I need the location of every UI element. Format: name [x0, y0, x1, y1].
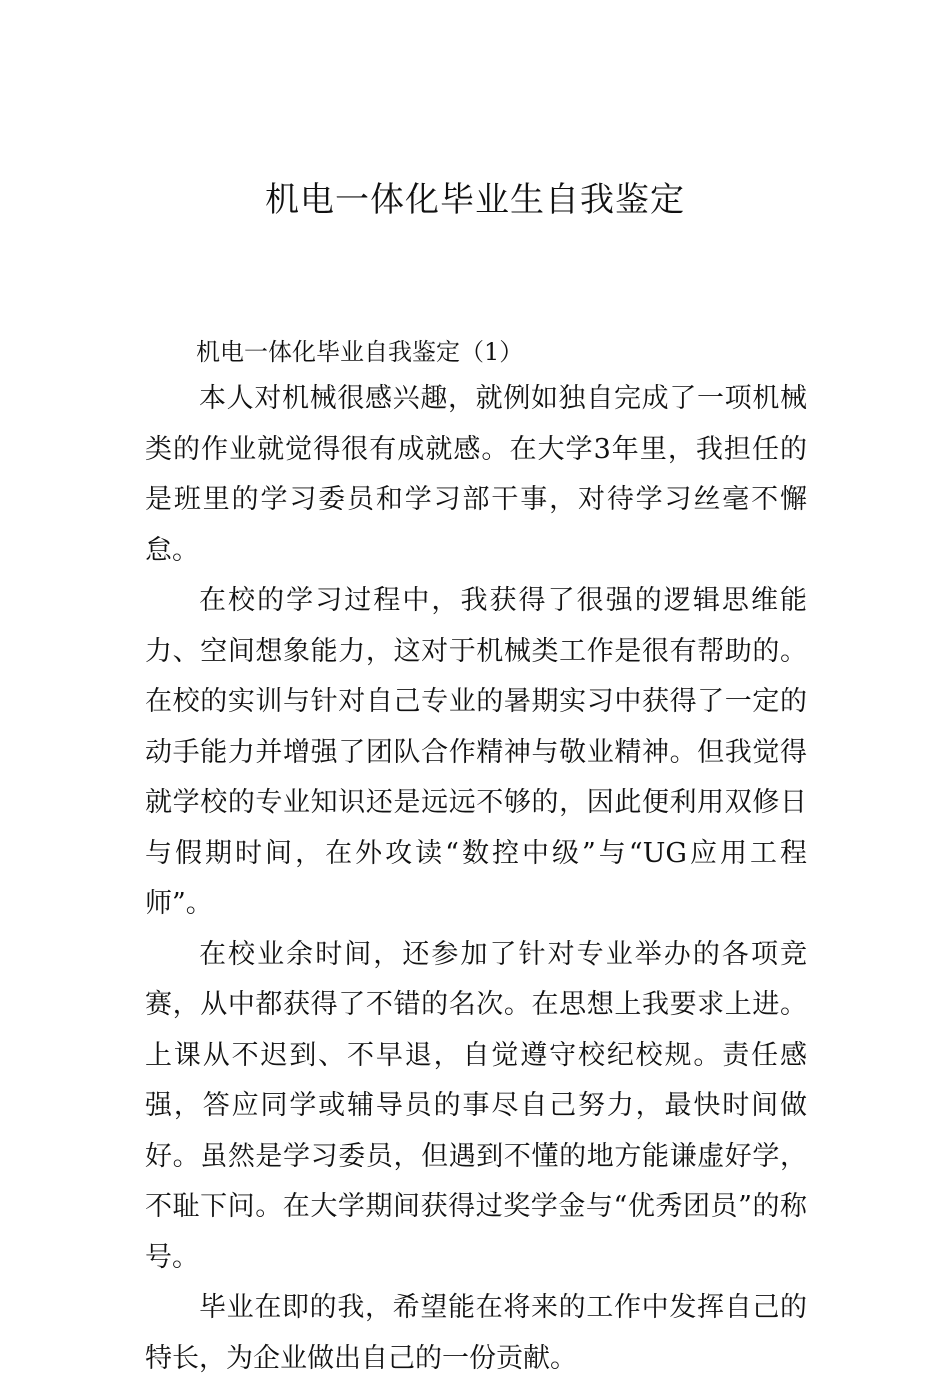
paragraph-2: 在校的学习过程中，我获得了很强的逻辑思维能力、空间想象能力，这对于机械类工作是很有帮助的。在校的实训与针对自己专业的暑期实习中获得了一定的动手能力并增强了团队合作精神与敬业精神。但我觉得就学校的专业知识还是远远不够的，因此便利用双修日与假期时间，在外攻读“数控中级”与“UG应用工程师”。 [145, 585, 807, 919]
section-heading: 机电一体化毕业自我鉴定（1） [196, 338, 524, 366]
body-text [145, 374, 807, 1384]
document-title: 机电一体化毕业生自我鉴定 [265, 180, 685, 220]
paragraph-4: 毕业在即的我，希望能在将来的工作中发挥自己的特长，为企业做出自己的一份贡献。 [145, 1292, 807, 1374]
paragraph-1: 本人对机械很感兴趣，就例如独自完成了一项机械类的作业就觉得很有成就感。在大学3年里，我担任的是班里的学习委员和学习部干事，对待学习丝毫不懈怠。 [145, 383, 807, 566]
paragraph-3: 在校业余时间，还参加了针对专业举办的各项竞赛，从中都获得了不错的名次。在思想上我要求上进。上课从不迟到、不早退，自觉遵守校纪校规。责任感强，答应同学或辅导员的事尽自己努力，最快时间做好。虽然是学习委员，但遇到不懂的地方能谦虚好学，不耻下问。在大学期间获得过奖学金与“优秀团员”的称号。 [145, 938, 807, 1273]
